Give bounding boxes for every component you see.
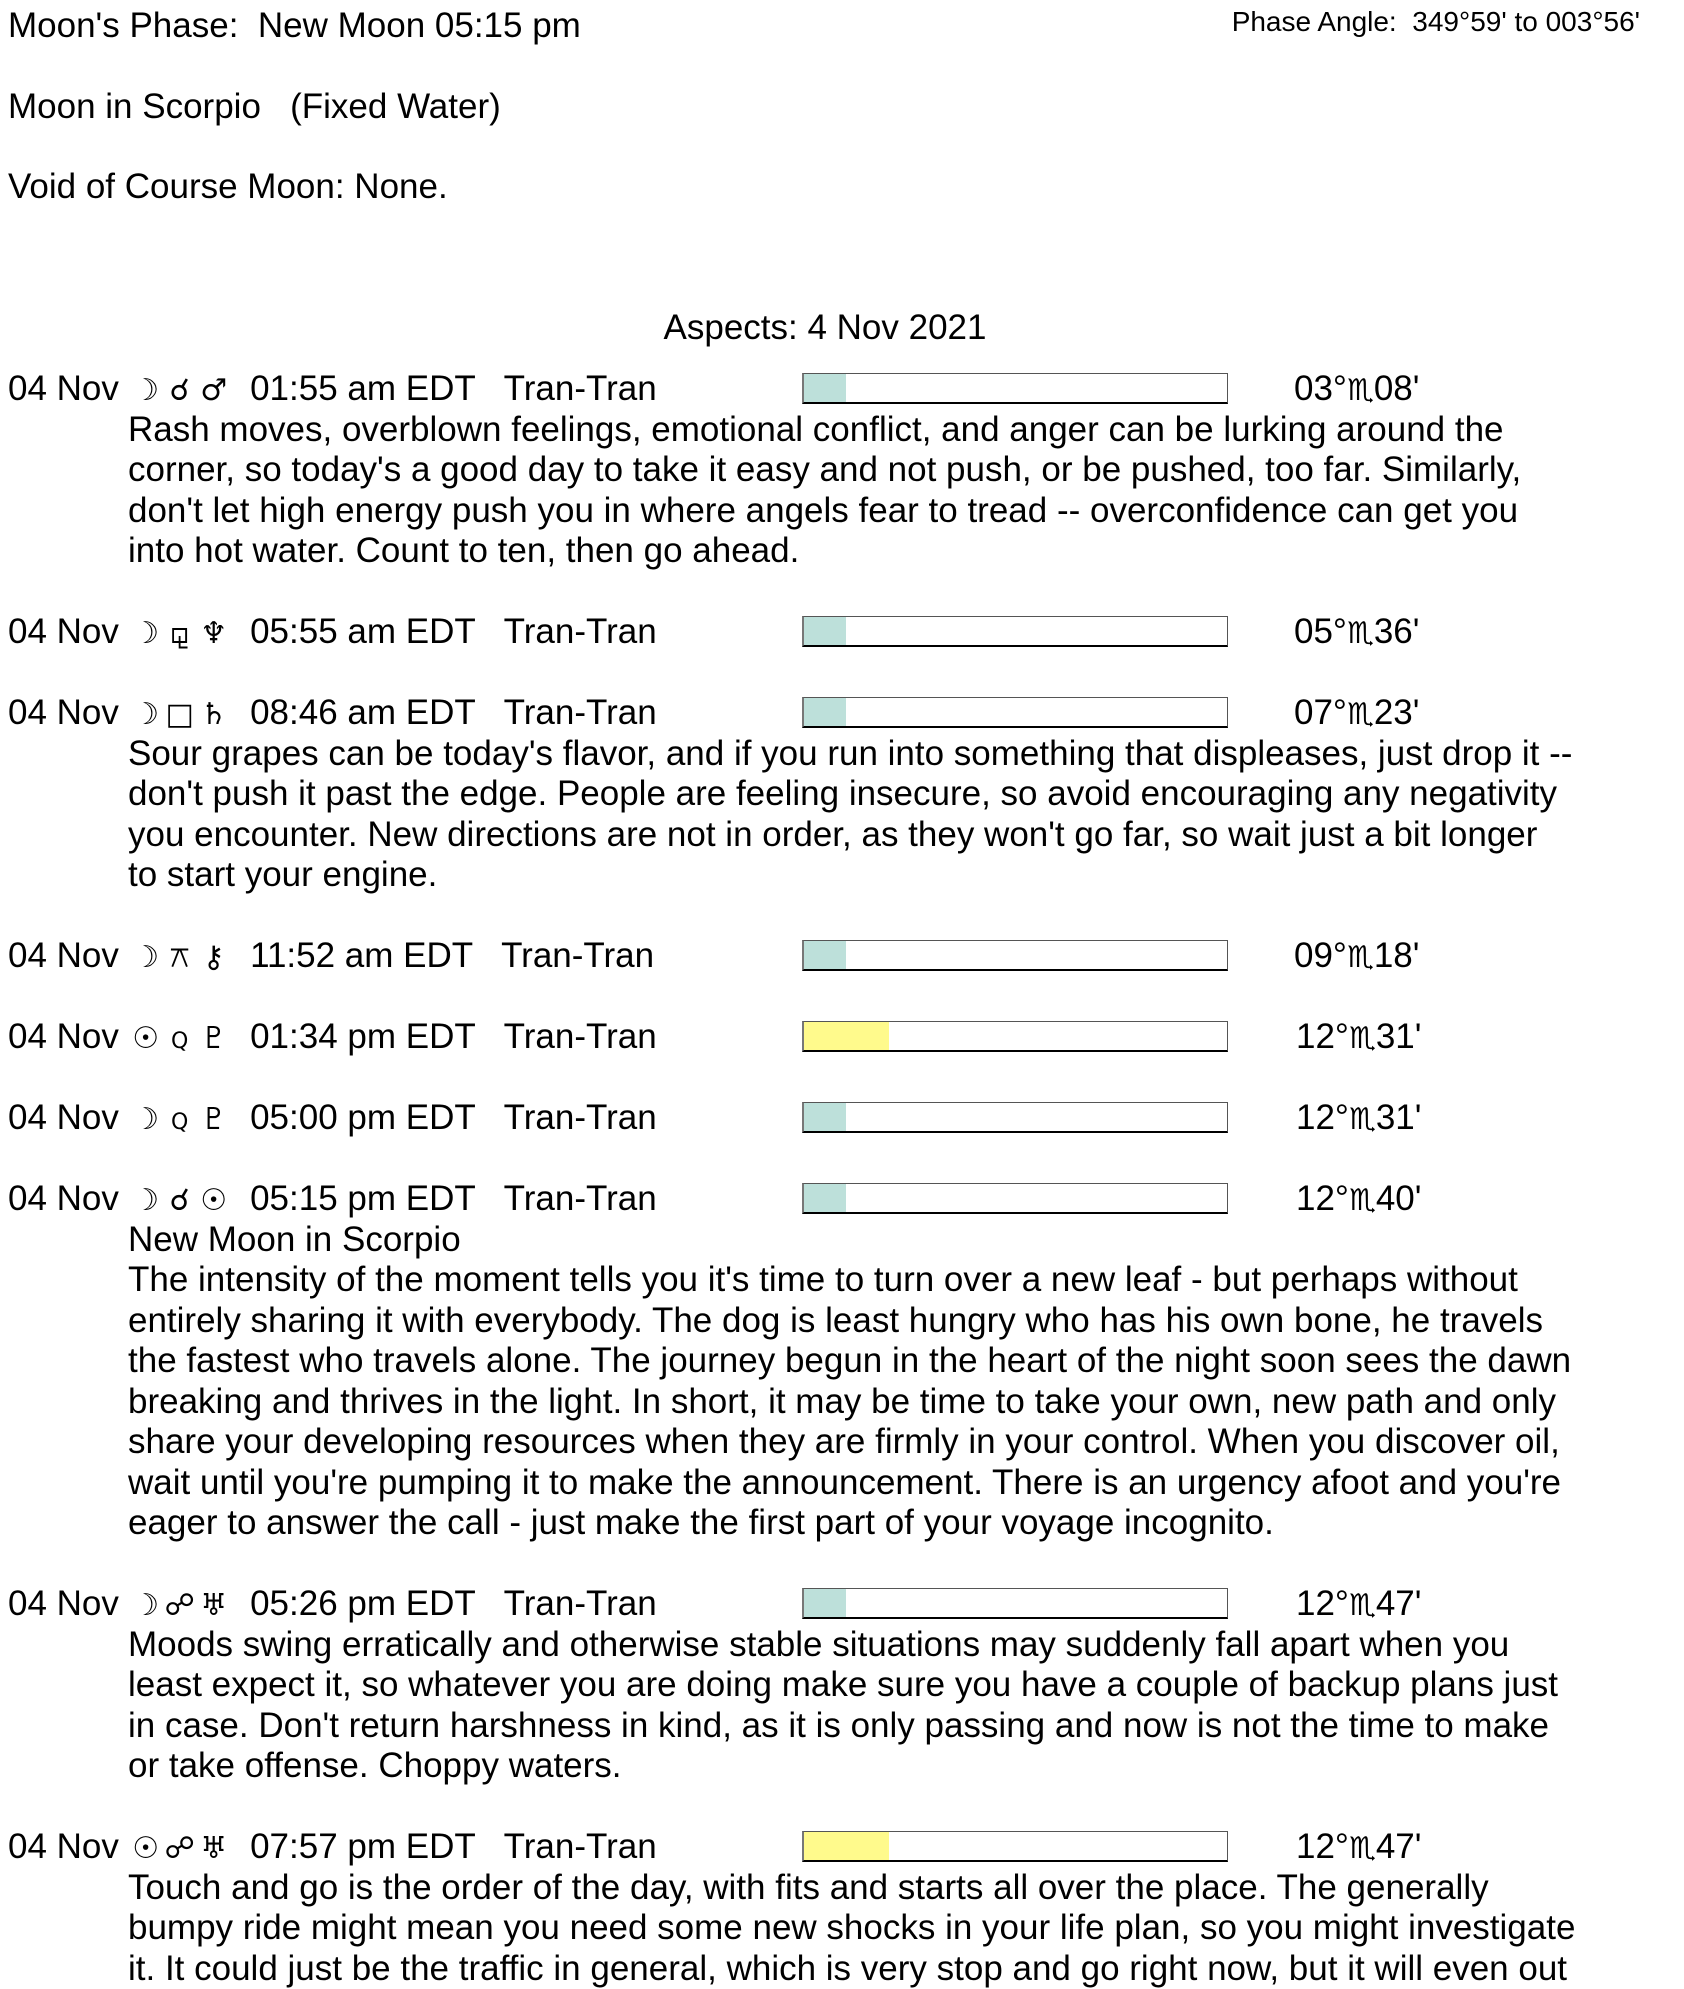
moon-sign-quality: (Fixed Water) [290, 87, 501, 126]
moon-sign-line [8, 87, 501, 128]
aspect-description-line: least expect it, so whatever you are doing make sure you have a couple of backup plans just [128, 1665, 1558, 1706]
aspect-description-line: or take offense. Choppy waters. [128, 1746, 622, 1787]
aspect-header [8, 1179, 657, 1222]
aspect-date: 04 Nov [8, 1017, 119, 1056]
aspect-description-line: the fastest who travels alone. The journey begun in the heart of the night soon sees the dawn [128, 1341, 1571, 1382]
opposition-icon: ☍ [163, 1586, 197, 1627]
aspect-type: Tran-Tran [504, 1098, 657, 1137]
strength-bar-fill [804, 698, 846, 726]
minute-value: 31' [1376, 1098, 1422, 1137]
aspect-type: Tran-Tran [504, 1827, 657, 1866]
sun-icon: ☉ [129, 1019, 163, 1060]
aspect-description-line: share your developing resources when they are firmly in your control. When you discover oil, [128, 1422, 1560, 1463]
scorpio-icon: ♏ [1349, 1831, 1376, 1866]
aspect-degree [1296, 1098, 1421, 1141]
moon-icon: ☽ [129, 371, 163, 412]
void-of-course: Void of Course Moon: None. [8, 167, 448, 208]
aspect-type: Tran-Tran [504, 612, 657, 651]
strength-bar-fill [804, 1022, 889, 1050]
strength-bar [802, 1021, 1228, 1052]
square-icon: □ [163, 695, 197, 736]
aspect-degree [1296, 1179, 1421, 1222]
aspect-time: 05:26 pm EDT [250, 1584, 475, 1623]
aspect-date: 04 Nov [8, 936, 119, 975]
pluto-icon: ♇ [197, 1100, 231, 1141]
aspect-degree [1294, 369, 1419, 412]
aspect-description-line: corner, so today's a good day to take it easy and not push, or be pushed, too far. Similarly, [128, 450, 1521, 491]
moon-icon: ☽ [129, 695, 163, 736]
aspect-date: 04 Nov [8, 369, 119, 408]
aspect-type: Tran-Tran [504, 1584, 657, 1623]
aspect-date: 04 Nov [8, 1179, 119, 1218]
quintile-icon: Q [163, 1022, 197, 1063]
strength-bar [802, 1831, 1228, 1862]
scorpio-icon: ♏ [1349, 1588, 1376, 1623]
degree-value: 09° [1294, 936, 1347, 975]
aspect-type: Tran-Tran [504, 1179, 657, 1218]
opposition-icon: ☍ [163, 1829, 197, 1870]
strength-bar-fill [804, 1589, 846, 1617]
strength-bar [802, 1588, 1228, 1619]
aspect-type: Tran-Tran [504, 369, 657, 408]
strength-bar [802, 616, 1228, 647]
aspect-time: 08:46 am EDT [250, 693, 475, 732]
aspect-description-line: don't let high energy push you in where angels fear to tread -- overconfidence can get you [128, 491, 1518, 532]
aspect-time: 05:15 pm EDT [250, 1179, 475, 1218]
scorpio-icon: ♏ [1347, 697, 1374, 732]
degree-value: 07° [1294, 693, 1347, 732]
phase-angle-label: Phase Angle: [1232, 6, 1397, 37]
degree-value: 12° [1296, 1827, 1349, 1866]
aspect-time: 01:55 am EDT [250, 369, 475, 408]
aspect-date: 04 Nov [8, 612, 119, 651]
strength-bar-fill [804, 1103, 846, 1131]
minute-value: 40' [1376, 1179, 1422, 1218]
conjunction-icon: ☌ [163, 1181, 197, 1222]
strength-bar [802, 373, 1228, 404]
degree-value: 05° [1294, 612, 1347, 651]
phase-angle-value: 349°59' to 003°56' [1412, 6, 1640, 37]
degree-value: 12° [1296, 1179, 1349, 1218]
sesquiquadrate-icon: ⚼ [163, 614, 197, 655]
moon-icon: ☽ [129, 1586, 163, 1627]
aspect-description-line: breaking and thrives in the light. In short, it may be time to take your own, new path and only [128, 1382, 1556, 1423]
moon-icon: ☽ [129, 938, 163, 979]
aspect-time: 01:34 pm EDT [250, 1017, 475, 1056]
aspect-description-line: into hot water. Count to ten, then go ahead. [128, 531, 799, 572]
aspect-header [8, 612, 657, 655]
aspect-date: 04 Nov [8, 693, 119, 732]
scorpio-icon: ♏ [1349, 1021, 1376, 1056]
moon-sign: Moon in Scorpio [8, 87, 261, 126]
aspect-time: 11:52 am EDT [250, 936, 472, 975]
aspect-description-line: eager to answer the call - just make the first part of your voyage incognito. [128, 1503, 1274, 1544]
aspect-degree [1296, 1584, 1421, 1627]
sun-icon: ☉ [197, 1181, 231, 1222]
phase-angle [1232, 2, 1640, 43]
scorpio-icon: ♏ [1347, 940, 1374, 975]
moon-icon: ☽ [129, 1100, 163, 1141]
aspect-date: 04 Nov [8, 1584, 119, 1623]
aspect-description-line: don't push it past the edge. People are feeling insecure, so avoid encouraging any negativity [128, 774, 1557, 815]
scorpio-icon: ♏ [1347, 616, 1374, 651]
scorpio-icon: ♏ [1349, 1102, 1376, 1137]
aspect-description-line: The intensity of the moment tells you it's time to turn over a new leaf - but perhaps without [128, 1260, 1518, 1301]
aspect-description-line: wait until you're pumping it to make the announcement. There is an urgency afoot and you're [128, 1463, 1561, 1504]
moon-icon: ☽ [129, 614, 163, 655]
minute-value: 23' [1374, 693, 1420, 732]
minute-value: 47' [1376, 1827, 1422, 1866]
aspect-degree [1294, 936, 1419, 979]
aspect-degree [1294, 612, 1419, 655]
aspect-description-line: you encounter. New directions are not in order, as they won't go far, so wait just a bit longer [128, 815, 1537, 856]
minute-value: 18' [1374, 936, 1420, 975]
aspect-header [8, 1017, 657, 1063]
aspect-degree [1296, 1017, 1421, 1060]
aspect-header [8, 1584, 657, 1627]
conjunction-icon: ☌ [163, 371, 197, 412]
aspect-header [8, 1098, 657, 1144]
strength-bar [802, 1102, 1228, 1133]
aspect-type: Tran-Tran [504, 693, 657, 732]
minute-value: 08' [1374, 369, 1420, 408]
aspect-description-line: Sour grapes can be today's flavor, and if you run into something that displeases, just drop it -- [128, 734, 1572, 775]
degree-value: 03° [1294, 369, 1347, 408]
aspect-description-line: to start your engine. [128, 855, 437, 896]
aspect-date: 04 Nov [8, 1098, 119, 1137]
degree-value: 12° [1296, 1017, 1349, 1056]
aspects-title: Aspects: 4 Nov 2021 [0, 308, 1650, 349]
aspect-description-line: in case. Don't return harshness in kind, as it is only passing and now is not the time to make [128, 1706, 1549, 1747]
minute-value: 36' [1374, 612, 1420, 651]
strength-bar [802, 1183, 1228, 1214]
aspect-type: Tran-Tran [504, 1017, 657, 1056]
uranus-icon: ♅ [197, 1586, 231, 1627]
moon-phase-value: New Moon 05:15 pm [258, 6, 581, 45]
aspect-description-line: entirely sharing it with everybody. The dog is least hungry who has his own bone, he travels [128, 1301, 1543, 1342]
moon-icon: ☽ [129, 1181, 163, 1222]
uranus-icon: ♅ [197, 1829, 231, 1870]
degree-value: 12° [1296, 1098, 1349, 1137]
strength-bar-fill [804, 1184, 846, 1212]
chiron-icon: ⚷ [197, 938, 231, 979]
strength-bar-fill [804, 374, 846, 402]
strength-bar [802, 697, 1228, 728]
moon-phase-line [8, 6, 581, 47]
strength-bar [802, 940, 1228, 971]
scorpio-icon: ♏ [1347, 373, 1374, 408]
minute-value: 47' [1376, 1584, 1422, 1623]
aspect-description-line: Touch and go is the order of the day, with fits and starts all over the place. The generally [128, 1868, 1489, 1909]
degree-value: 12° [1296, 1584, 1349, 1623]
quintile-icon: Q [163, 1103, 197, 1144]
mars-icon: ♂ [197, 371, 231, 412]
strength-bar-fill [804, 1832, 889, 1860]
minute-value: 31' [1376, 1017, 1422, 1056]
aspect-degree [1296, 1827, 1421, 1870]
aspect-title: New Moon in Scorpio [128, 1220, 461, 1261]
aspect-time: 05:00 pm EDT [250, 1098, 475, 1137]
aspect-description-line: Rash moves, overblown feelings, emotional conflict, and anger can be lurking around the [128, 410, 1504, 451]
quincunx-icon: ⚻ [163, 938, 197, 979]
aspect-description-line: Moods swing erratically and otherwise stable situations may suddenly fall apart when you [128, 1625, 1509, 1666]
aspect-type: Tran-Tran [501, 936, 654, 975]
aspect-header [8, 693, 657, 736]
aspect-degree [1294, 693, 1419, 736]
strength-bar-fill [804, 941, 846, 969]
aspect-time: 05:55 am EDT [250, 612, 475, 651]
pluto-icon: ♇ [197, 1019, 231, 1060]
aspect-header [8, 369, 657, 412]
aspect-description-line: it. It could just be the traffic in general, which is very stop and go right now, but it will even out [128, 1949, 1567, 1989]
moon-phase-label: Moon's Phase: [8, 6, 238, 45]
aspect-header [8, 1827, 657, 1870]
strength-bar-fill [804, 617, 846, 645]
sun-icon: ☉ [129, 1829, 163, 1870]
neptune-icon: ♆ [197, 614, 231, 655]
aspect-date: 04 Nov [8, 1827, 119, 1866]
scorpio-icon: ♏ [1349, 1183, 1376, 1218]
aspect-header [8, 936, 654, 979]
saturn-icon: ♄ [197, 695, 231, 736]
aspect-description-line: bumpy ride might mean you need some new shocks in your life plan, so you might investigate [128, 1908, 1575, 1949]
aspect-time: 07:57 pm EDT [250, 1827, 475, 1866]
